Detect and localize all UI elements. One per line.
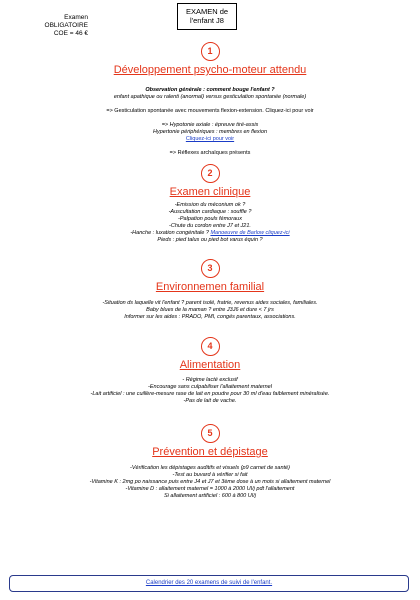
section-body-family — [0, 300, 420, 321]
clinical-line-hanche — [0, 230, 420, 237]
section-number-4: 4 — [201, 337, 220, 356]
observation-title: Observation générale : comment bouge l'enfant ? — [145, 87, 275, 93]
prevention-line: -Vérification les dépistages auditifs et visuels (p9 carnet de santé) — [130, 465, 290, 471]
title-line-2: l'enfant J8 — [190, 16, 224, 25]
family-line: Baby blues de la maman ? entre J3J6 et dure < 7 jrs — [146, 307, 274, 313]
hypertonie-text: Hypertonie périphériques : membres en flexion — [152, 129, 268, 135]
section-body-feeding — [0, 377, 420, 405]
page-title — [177, 3, 237, 30]
hypertonie-link[interactable]: Cliquez-ici pour voir — [185, 136, 235, 142]
section-clinical — [0, 164, 420, 244]
section-feeding — [0, 337, 420, 405]
hypotonie-text: => Hypotonie axiale : épreuve tiré-assis — [161, 122, 259, 128]
clinical-line: -Palpation pouls fémoraux — [178, 216, 242, 222]
prevention-line: -Vitamine D : allaitement maternel = 1000 à 2000 UI/j pdt l'allaitement — [125, 486, 295, 492]
section-title-prevention: Prévention et dépistage — [152, 446, 268, 458]
prevention-line: Si allaitement artificiel : 600 à 800 UI/j — [163, 493, 257, 499]
section-title-development: Développement psycho-moteur attendu — [113, 64, 307, 76]
observation-text: enfant apathique ou ralenti (anormal) versus gesticulation spontanée (normale) — [113, 94, 307, 100]
prevention-line: -Test au buvard à vérifier si fait — [172, 472, 248, 478]
family-line: Informer sur les aides : PRADO, PMI, congés parentaux, associations. — [124, 314, 296, 320]
clinical-line: -Emission du méconium ok ? — [174, 202, 246, 208]
section-number-2: 2 — [201, 164, 220, 183]
exam-obligatoire-label: Examen OBLIGATOIRE — [44, 14, 88, 29]
calendar-link[interactable]: Calendrier des 20 examens de suivi de l'enfant. — [145, 580, 273, 586]
section-body-development — [0, 80, 420, 157]
exam-info — [26, 14, 88, 38]
gesticulation-text: => Gesticulation spontanée avec mouvements flexion-extension. Cliquez-ici pour voir — [106, 108, 314, 114]
section-title-feeding: Alimentation — [179, 359, 241, 371]
section-number-1: 1 — [201, 42, 220, 61]
clinical-line: -Auscultation cardiaque : souffle ? — [168, 209, 252, 215]
section-prevention — [0, 424, 420, 500]
coe-label: COE = 46 € — [53, 30, 88, 37]
feeding-line: - Régime lacté exclusif — [182, 377, 238, 383]
footer-box — [9, 575, 409, 592]
section-number-5: 5 — [201, 424, 220, 443]
clinical-line: Pieds : pied talus ou pied bot varus équin ? — [157, 237, 263, 243]
section-body-clinical — [0, 202, 420, 244]
section-family — [0, 259, 420, 321]
feeding-line: -Encourage sans culpabiliser l'allaitement maternel — [148, 384, 272, 390]
section-development — [0, 42, 420, 157]
feeding-line: -Lait artificiel : une cuillère-mesure rase de lait en poudre pour 30 ml d'eau faiblement minéralisée. — [90, 391, 330, 397]
family-line: -Situation ds laquelle vit l'enfant ? parent isolé, fratrie, revenus aides sociales, familiales. — [102, 300, 318, 306]
section-body-prevention — [0, 465, 420, 500]
section-title-clinical: Examen clinique — [169, 186, 251, 198]
section-title-family: Environnemen familial — [155, 281, 265, 293]
reflexes-text: => Réflexes archaïques présents — [169, 150, 251, 156]
clinical-line: -Chute du cordon entre J7 et J21. — [169, 223, 251, 229]
title-line-1: EXAMEN de — [185, 7, 229, 16]
feeding-line: -Pas de lait de vache. — [183, 398, 237, 404]
section-number-3: 3 — [201, 259, 220, 278]
prevention-line: -Vitamine K : 2mg po naissance puis entre J4 et J7 et 3ème dose à un mois si allaitement maternel — [89, 479, 331, 485]
barlow-link[interactable]: Manoeuvre de Barlow cliquez-ici — [210, 230, 290, 236]
hanche-text: -Hanche : luxation congénitale ? — [130, 230, 211, 236]
